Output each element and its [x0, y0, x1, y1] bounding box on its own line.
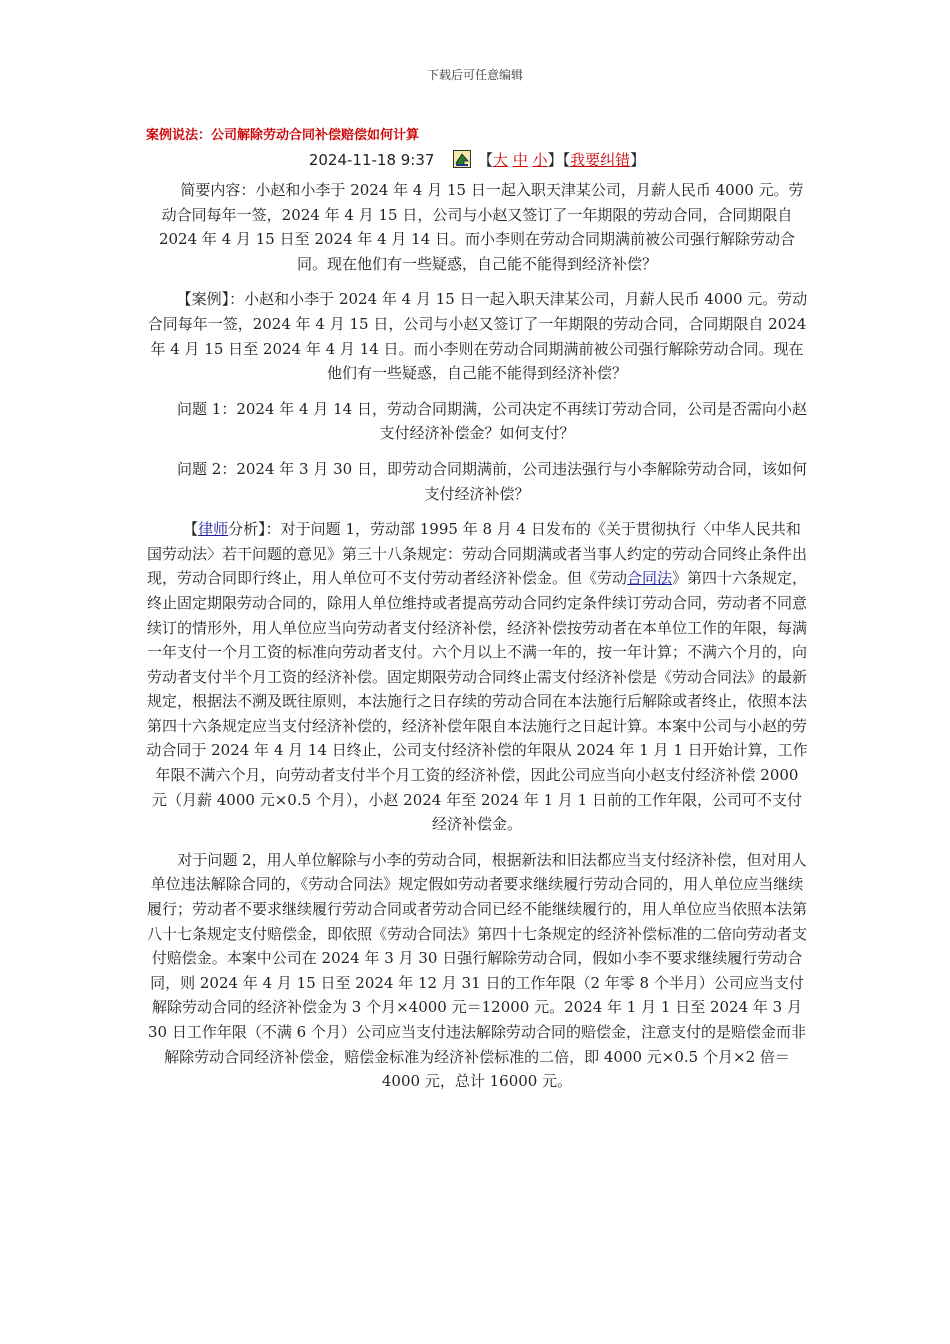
publish-datetime: 2024-11-18 9:37: [308, 151, 435, 169]
font-size-medium-link[interactable]: 中: [512, 151, 528, 169]
article-title: 案例说法：公司解除劳动合同补偿赔偿如何计算: [146, 128, 420, 143]
contract-law-link[interactable]: 合同法: [626, 569, 672, 588]
case-paragraph: 【案例】：小赵和小李于 2024 年 4 月 15 日一起入职天津某公司，月薪人民币 4000 元。劳动合同每年一签，2024 年 4 月 15 日，公司与小赵又签订了一年期限的劳动合同，合同期限自 2024 年 4 月 15 日至 2024 年 4 月 14 日。而小李则在劳动合同期满前被公司强行解除劳动合同。现在他们有一些疑惑，自己能不能得到经济补偿？: [147, 290, 808, 383]
analysis-open: 【: [183, 520, 199, 539]
analysis-paragraph: [146, 517, 808, 837]
font-size-open: 【: [478, 151, 494, 169]
print-icon[interactable]: [453, 150, 471, 168]
lawyer-link[interactable]: 律师: [198, 520, 229, 539]
analysis-label: 分析】：: [228, 520, 281, 539]
font-size-small-link[interactable]: 小: [532, 151, 548, 169]
article-meta: [146, 148, 808, 172]
report-error-link[interactable]: 我要纠错: [570, 151, 631, 169]
page-header-note: 下载后可任意编辑: [426, 68, 523, 82]
analysis-text-part2: 》第四十六条规定，终止固定期限劳动合同的，除用人单位维持或者提高劳动合同约定条件续订劳动合同，劳动者不同意续订的情形外，用人单位应当向劳动者支付经济补偿，经济补偿按劳动者在本单位工作的年限，每满一年支付一个月工资的标准向劳动者支付。六个月以上不满一年的，按一年计算；不满六个月的，向劳动者支付半个月工资的经济补偿。固定期限劳动合同终止需支付经济补偿是《劳动合同法》的最新规定，根据法不溯及既往原则，本法施行之日存续的劳动合同在本法施行后解除或者终止，依照本法第四十六条规定应当支付经济补偿的，经济补偿年限自本法施行之日起计算。本案中公司与小赵的劳动合同于 2024 年 4 月 14 日终止，公司支付经济补偿的年限从 2024 年 1 月 1 日开始计算，工作年限不满六个月，向劳动者支付半个月工资的经济补偿，因此公司应当向小赵支付经济补偿 2000 元（月薪 4000 元×0.5 个月），小赵 2024 年至 2024 年 1 月 1 日前的工作年限，公司可不支付经济补偿金。: [146, 569, 808, 834]
font-size-close: 】: [547, 151, 563, 169]
report-error-close: 】: [630, 151, 646, 169]
question-2-paragraph: 问题 2：2024 年 3 月 30 日，即劳动合同期满前，公司违法强行与小李解除劳动合同，该如何支付经济补偿？: [177, 459, 807, 503]
analysis-text-part1: 对于问题 1，劳动部 1995 年 8 月 4 日发布的《关于贯彻执行〈中华人民共和国劳动法〉若干问题的意见》第三十八条规定：劳动合同期满或者当事人约定的劳动合同终止条件出现，劳动合同即行终止，用人单位可不支付劳动者经济补偿金。但《劳动: [146, 520, 807, 588]
question-1-paragraph: 问题 1：2024 年 4 月 14 日，劳动合同期满，公司决定不再续订劳动合同，公司是否需向小赵支付经济补偿金？如何支付？: [177, 399, 807, 443]
answer-2-paragraph: 对于问题 2，用人单位解除与小李的劳动合同，根据新法和旧法都应当支付经济补偿，但对用人单位违法解除合同的，《劳动合同法》规定假如劳动者要求继续履行劳动合同的，用人单位应当继续履行；劳动者不要求继续履行劳动合同或者劳动合同已经不能继续履行的，用人单位应当依照本法第八十七条规定支付赔偿金，即依照《劳动合同法》第四十七条规定的经济补偿标准的二倍向劳动者支付赔偿金。本案中公司在 2024 年 3 月 30 日强行解除劳动合同，假如小李不要求继续履行劳动合同，则 2024 年 4 月 15 日至 2024 年 12 月 31 日的工作年限（2 年零 8 个半月）公司应当支付解除劳动合同的经济补偿金为 3 个月×4000 元＝12000 元。2024 年 1 月 1 日至 2024 年 3 月 30 日工作年限（不满 6 个月）公司应当支付违法解除劳动合同的赔偿金，注意支付的是赔偿金而非解除劳动合同经济补偿金，赔偿金标准为经济补偿标准的二倍，即 4000 元×0.5 个月×2 倍＝4000 元，总计 16000 元。: [146, 850, 807, 1091]
font-size-large-link[interactable]: 大: [493, 151, 509, 169]
summary-paragraph: 简要内容：小赵和小李于 2024 年 4 月 15 日一起入职天津某公司，月薪人民币 4000 元。劳动合同每年一签，2024 年 4 月 15 日，公司与小赵又签订了一年期限的劳动合同，合同期限自 2024 年 4 月 15 日至 2024 年 4 月 14 日。而小李则在劳动合同期满前被公司强行解除劳动合同。现在他们有一些疑惑，自己能不能得到经济补偿？: [158, 181, 804, 273]
article: [146, 126, 808, 1105]
report-error-open: 【: [562, 151, 571, 169]
